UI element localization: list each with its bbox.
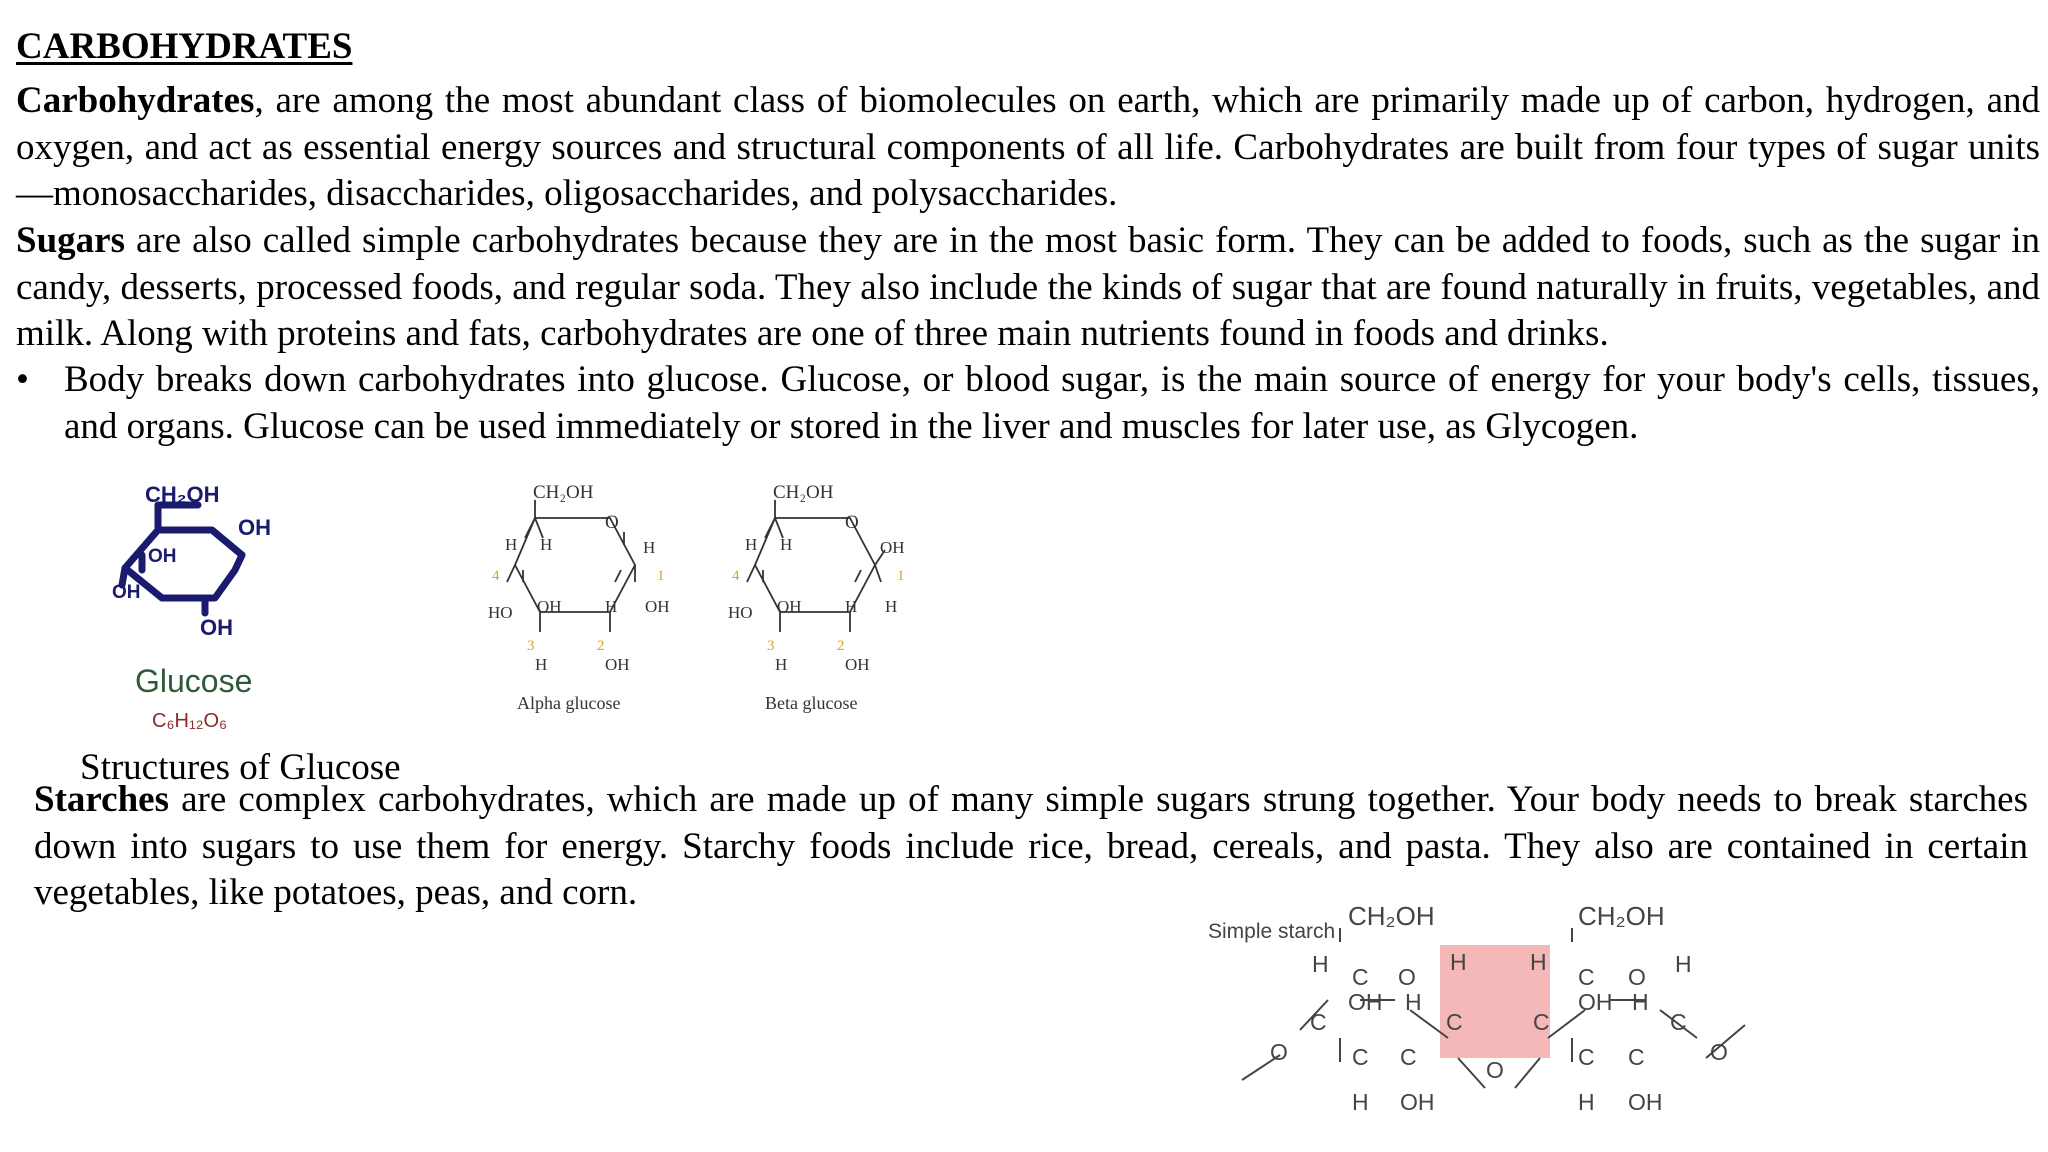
- starch-h-3: H: [1405, 989, 1422, 1015]
- alpha-h-top-left: H: [505, 535, 518, 554]
- alpha-oh-right: OH: [645, 597, 670, 616]
- starch-h-2: H: [1450, 949, 1467, 975]
- beta-num-4: 4: [732, 568, 740, 584]
- glucose-structure-figure: [100, 470, 300, 740]
- sugars-text: are also called simple carbohydrates because they are in the most basic form. They can be added to foods, such as the sugar in candy, desserts, processed foods, and regular soda. They also include the kinds of sugar that are found naturally in fruits, vegetables, and milk. Along with proteins and fats, carbohydrates are one of three main nutrients found in foods and drinks.: [16, 220, 2040, 354]
- starch-o-link-right: O: [1710, 1039, 1728, 1065]
- starch-h-6: H: [1675, 951, 1692, 977]
- alpha-oh-bottom: OH: [605, 655, 630, 674]
- carbohydrates-text: , are among the most abundant class of biomolecules on earth, which are primarily made up of carbon, hydrogen, and oxygen, and act as essential energy sources and structural components of all life. Carbohydrates are built from four types of sugar units—monosaccharides, disaccharides, oligosaccharides, and polysaccharides.: [16, 80, 2040, 214]
- starch-c-5: C: [1400, 1044, 1417, 1070]
- starch-oh-2: OH: [1400, 1089, 1435, 1115]
- starch-c-1: C: [1352, 964, 1369, 990]
- beta-oh-bottom: OH: [845, 655, 870, 674]
- alpha-h-bottom: H: [535, 655, 548, 674]
- starch-o-2: O: [1628, 964, 1646, 990]
- starches-term: Starches: [34, 779, 169, 820]
- beta-ch2oh: CH₂OH: [773, 482, 834, 503]
- glucose-oh-bottom-left: OH: [112, 582, 141, 603]
- beta-h-mid-right: H: [845, 597, 858, 616]
- starch-o-link-left: O: [1270, 1039, 1288, 1065]
- starch-c-4: C: [1352, 1044, 1369, 1070]
- starch-oh-4: OH: [1628, 1089, 1663, 1115]
- carbohydrates-paragraph: [16, 78, 2040, 218]
- alpha-h-top-left-inner: H: [540, 535, 553, 554]
- starch-c-9: C: [1578, 1044, 1595, 1070]
- beta-h-top-left-inner: H: [780, 535, 793, 554]
- beta-glucose-figure: [715, 470, 935, 720]
- starch-h-5: H: [1530, 949, 1547, 975]
- starch-h-7: H: [1632, 989, 1649, 1015]
- glucose-oh-right: OH: [238, 515, 271, 540]
- starch-c-6: C: [1578, 964, 1595, 990]
- starch-o-glycosidic: O: [1486, 1057, 1504, 1083]
- glucose-ch2oh: CH₂OH: [145, 482, 220, 507]
- starch-c-2: C: [1310, 1009, 1327, 1035]
- carbohydrates-term: Carbohydrates: [16, 80, 255, 121]
- beta-ho: HO: [728, 603, 753, 622]
- starch-c-3: C: [1446, 1009, 1463, 1035]
- page-title: CARBOHYDRATES: [16, 26, 353, 67]
- sugars-paragraph: [16, 218, 2040, 358]
- beta-glucose-label: Beta glucose: [765, 693, 858, 713]
- starch-oh-3: OH: [1578, 989, 1613, 1015]
- glucose-formula: C₆H₁₂O₆: [152, 710, 228, 732]
- alpha-h-mid-right: H: [605, 597, 618, 616]
- starches-paragraph: [34, 777, 2028, 917]
- glucose-caption: Structures of Glucose: [80, 747, 401, 788]
- beta-h-bottom: H: [775, 655, 788, 674]
- beta-h-top-left: H: [745, 535, 758, 554]
- glucose-name: Glucose: [135, 663, 253, 699]
- beta-oh-left: OH: [777, 597, 802, 616]
- alpha-oh-left: OH: [537, 597, 562, 616]
- starch-c-8: C: [1670, 1009, 1687, 1035]
- beta-h-right: H: [885, 597, 898, 616]
- starch-ch2oh-left: CH₂OH: [1348, 901, 1435, 931]
- alpha-num-2: 2: [597, 638, 605, 654]
- beta-oh-top-right: OH: [880, 538, 905, 557]
- beta-ring-o: O: [845, 512, 859, 533]
- starch-oh-1: OH: [1348, 989, 1383, 1015]
- simple-starch-figure: [1200, 900, 1760, 1130]
- starches-text: are complex carbohydrates, which are made up of many simple sugars strung together. Your body needs to break starches down into sugars to use them for energy. Starchy foods include rice, bread, cereals, and pasta. They also are contained in certain vegetables, like potatoes, peas, and corn.: [34, 779, 2028, 913]
- alpha-num-3: 3: [527, 638, 535, 654]
- starch-h-8: H: [1578, 1089, 1595, 1115]
- glucose-oh-bottom: OH: [200, 615, 233, 640]
- alpha-glucose-label: Alpha glucose: [517, 693, 621, 713]
- starch-h-4: H: [1352, 1089, 1369, 1115]
- glucose-oh-left: OH: [148, 546, 177, 567]
- starch-ch2oh-right: CH₂OH: [1578, 901, 1665, 931]
- alpha-h-top-right: H: [643, 538, 656, 557]
- beta-num-2: 2: [837, 638, 845, 654]
- starch-c-7: C: [1533, 1009, 1550, 1035]
- bullet-text: Body breaks down carbohydrates into glucose. Glucose, or blood sugar, is the main source of energy for your body's cells, tissues, and organs. Glucose can be used immediately or stored in the liver and muscles for later use, as Glycogen.: [64, 359, 2040, 447]
- alpha-glucose-figure: [475, 470, 695, 720]
- starch-o-1: O: [1398, 964, 1416, 990]
- starch-label: Simple starch: [1208, 920, 1336, 943]
- beta-num-1: 1: [897, 568, 905, 584]
- alpha-num-4: 4: [492, 568, 500, 584]
- starch-h-1: H: [1312, 951, 1329, 977]
- beta-num-3: 3: [767, 638, 775, 654]
- alpha-ho: HO: [488, 603, 513, 622]
- sugars-term: Sugars: [16, 220, 125, 261]
- alpha-ch2oh: CH₂OH: [533, 482, 594, 503]
- bullet-dot: •: [16, 359, 29, 400]
- alpha-ring-o: O: [605, 512, 619, 533]
- alpha-num-1: 1: [657, 568, 665, 584]
- starch-c-10: C: [1628, 1044, 1645, 1070]
